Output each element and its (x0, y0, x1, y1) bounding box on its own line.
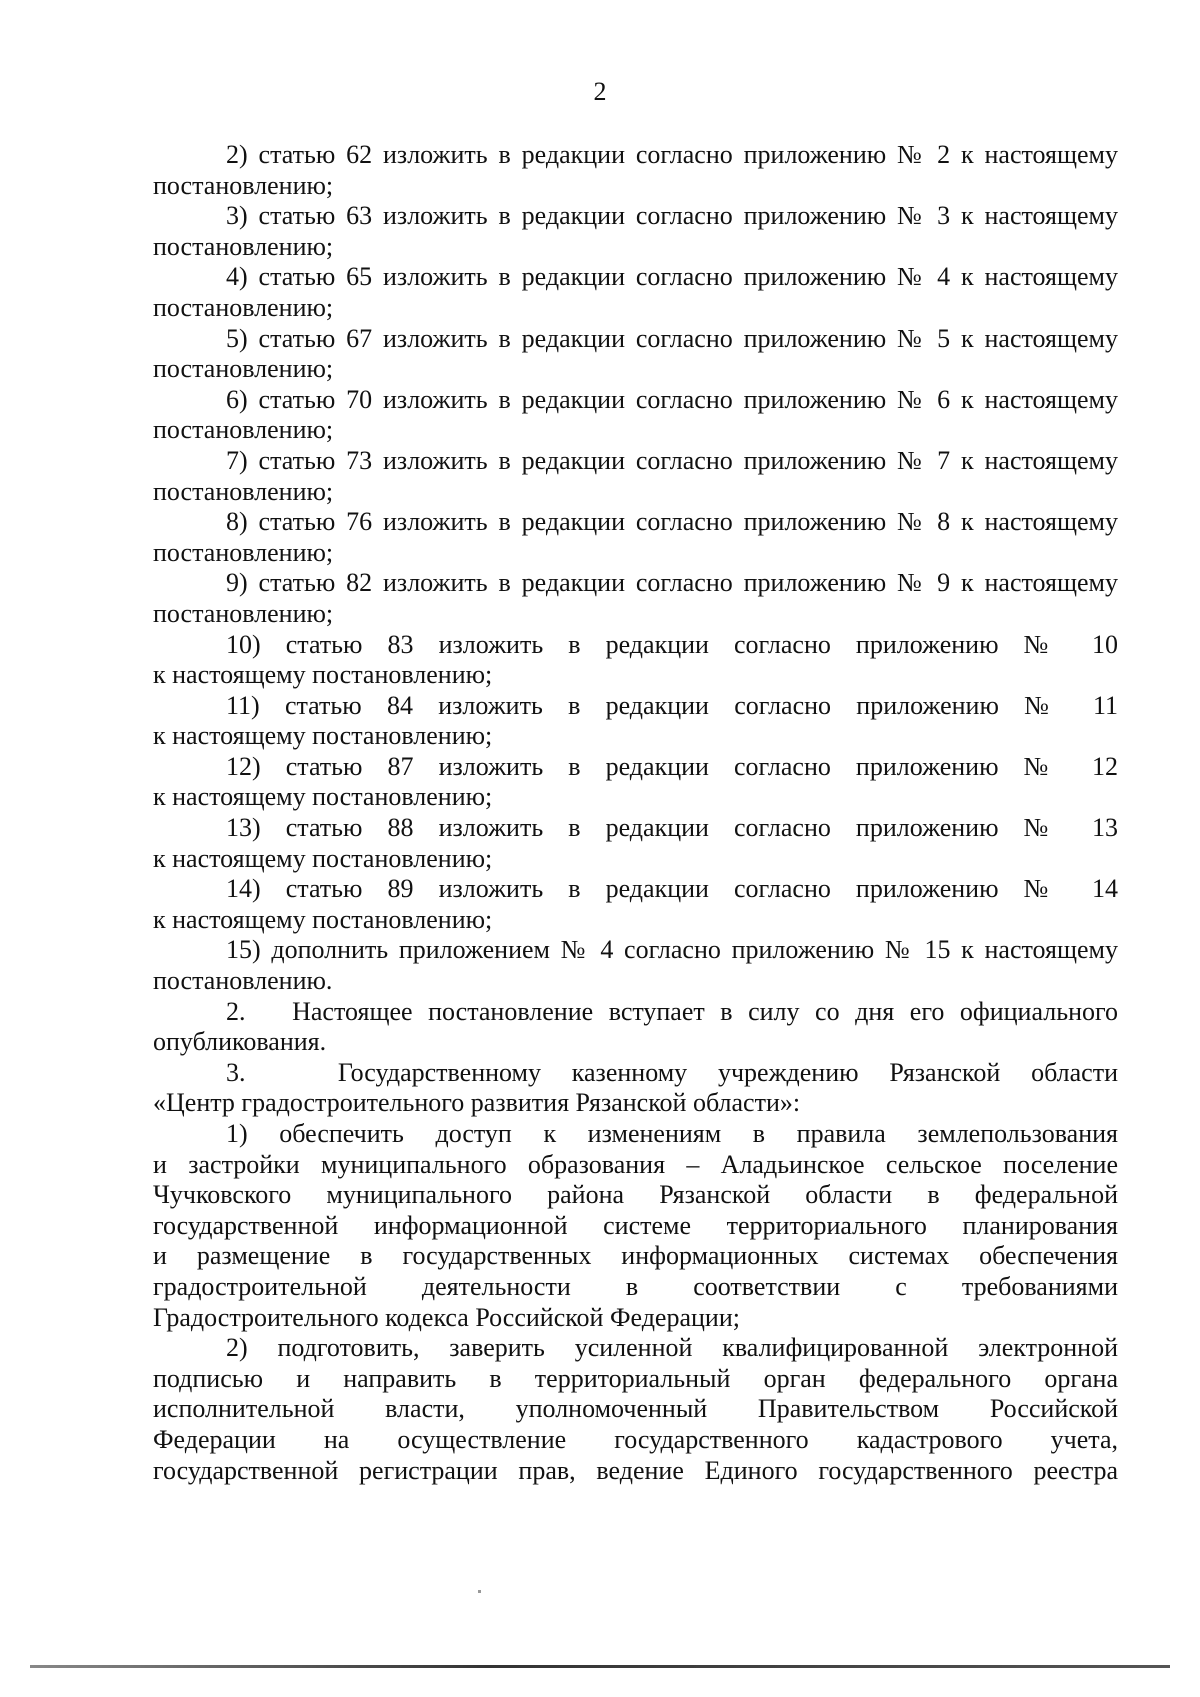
subpoint-1-line: государственной информационной системе территориального планирования (153, 1210, 1118, 1240)
point-3 (153, 1058, 1118, 1119)
amendment-line: к настоящему постановлению; (153, 782, 493, 812)
subpoint-1-line: градостроительной деятельности в соответствии с требованиями (153, 1271, 1118, 1301)
amendment-item (153, 201, 1118, 262)
amendment-item (153, 568, 1118, 629)
amendment-line: 5) статью 67 изложить в редакции согласно приложению № 5 к настоящему (226, 323, 1118, 353)
amendment-item (153, 446, 1118, 507)
amendment-line: 11) статью 84 изложить в редакции согласно приложению № 11 (226, 690, 1118, 720)
scan-edge-line (30, 1665, 1170, 1668)
amendment-line: к настоящему постановлению; (153, 721, 493, 751)
amendment-list (153, 140, 1118, 997)
scan-speck (478, 1590, 481, 1593)
amendment-item (153, 324, 1118, 385)
amendment-item (153, 935, 1118, 996)
amendment-item (153, 691, 1118, 752)
subpoint-1 (153, 1119, 1118, 1333)
point-2-line: опубликования. (153, 1027, 327, 1057)
amendment-line: постановлению; (153, 476, 334, 506)
amendment-item (153, 385, 1118, 446)
subpoint-2-line: Федерации на осуществление государственного кадастрового учета, (153, 1424, 1118, 1454)
amendment-item (153, 874, 1118, 935)
amendment-item (153, 507, 1118, 568)
amendment-item (153, 752, 1118, 813)
amendment-line: 14) статью 89 изложить в редакции согласно приложению № 14 (226, 874, 1118, 904)
subpoint-1-line: 1) обеспечить доступ к изменениям в правила землепользования (226, 1119, 1118, 1148)
amendment-line: 10) статью 83 изложить в редакции согласно приложению № 10 (226, 629, 1118, 659)
amendment-line: 3) статью 63 изложить в редакции согласно приложению № 3 к настоящему (226, 201, 1118, 231)
page-number: 2 (593, 77, 607, 106)
subpoint-1-line: и размещение в государственных информационных системах обеспечения (153, 1241, 1118, 1271)
amendment-line: постановлению; (153, 537, 334, 567)
subpoint-1-line: Градостроительного кодекса Российской Федерации; (153, 1302, 740, 1332)
subpoint-2 (153, 1333, 1118, 1486)
point-2-line: 2. Настоящее постановление вступает в силу со дня его официального (226, 996, 1118, 1026)
point-3-line: «Центр градостроительного развития Рязанской области»: (153, 1088, 801, 1118)
amendment-item (153, 813, 1118, 874)
amendment-line: 7) статью 73 изложить в редакции согласно приложению № 7 к настоящему (226, 445, 1118, 475)
amendment-line: постановлению; (153, 170, 334, 200)
amendment-line: 2) статью 62 изложить в редакции согласно приложению № 2 к настоящему (226, 140, 1118, 169)
amendment-line: к настоящему постановлению; (153, 843, 493, 873)
subpoint-1-line: Чучковского муниципального района Рязанской области в федеральной (153, 1180, 1118, 1210)
subpoint-2-line: подписью и направить в территориальный орган федерального органа (153, 1363, 1118, 1393)
amendment-line: 4) статью 65 изложить в редакции согласно приложению № 4 к настоящему (226, 262, 1118, 292)
point-3-line: 3. Государственному казенному учреждению Рязанской области (226, 1057, 1118, 1087)
subpoint-2-line: исполнительной власти, уполномоченный Правительством Российской (153, 1394, 1118, 1424)
amendment-line: постановлению; (153, 598, 334, 628)
amendment-line: постановлению; (153, 354, 334, 384)
amendment-item (153, 140, 1118, 201)
amendment-line: постановлению; (153, 231, 334, 261)
amendment-item (153, 630, 1118, 691)
subpoint-2-line: государственной регистрации прав, ведение Единого государственного реестра (153, 1455, 1118, 1485)
amendment-line: постановлению. (153, 966, 333, 996)
subpoint-1-line: и застройки муниципального образования – Аладьинское сельское поселение (153, 1149, 1118, 1179)
amendment-line: 15) дополнить приложением № 4 согласно приложению № 15 к настоящему (226, 935, 1118, 965)
amendment-line: к настоящему постановлению; (153, 904, 493, 934)
amendment-line: 9) статью 82 изложить в редакции согласно приложению № 9 к настоящему (226, 568, 1118, 598)
amendment-line: 8) статью 76 изложить в редакции согласно приложению № 8 к настоящему (226, 507, 1118, 537)
amendment-item (153, 262, 1118, 323)
point-2 (153, 997, 1118, 1058)
amendment-line: к настоящему постановлению; (153, 660, 493, 690)
document-body (153, 140, 1118, 1486)
amendment-line: 12) статью 87 изложить в редакции согласно приложению № 12 (226, 751, 1118, 781)
amendment-line: 13) статью 88 изложить в редакции согласно приложению № 13 (226, 813, 1118, 843)
amendment-line: постановлению; (153, 415, 334, 445)
amendment-line: постановлению; (153, 292, 334, 322)
subpoint-2-line: 2) подготовить, заверить усиленной квалифицированной электронной (226, 1333, 1118, 1363)
amendment-line: 6) статью 70 изложить в редакции согласно приложению № 6 к настоящему (226, 384, 1118, 414)
